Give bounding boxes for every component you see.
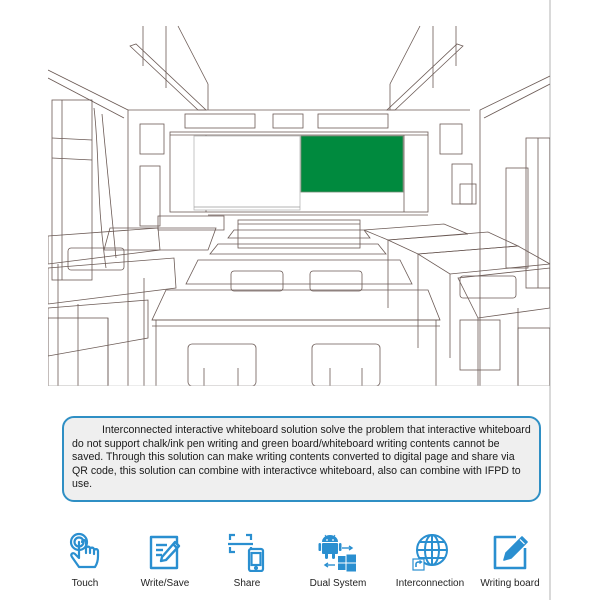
pencil-board-icon xyxy=(490,532,530,572)
features-row xyxy=(40,532,550,598)
feature-touch-label: Touch xyxy=(71,578,99,589)
globe-shortcut-icon xyxy=(410,532,450,572)
description-text: Interconnected interactive whiteboard solution solve the problem that interactive whiteboard do not support chalk/ink pen writing and green board/whiteboard writing contents cannot be saved. Through this solution can make writing contents converted to digital page and share via QR code, this solution can combine with interactivce whiteboard, also can combine with IFPD to use. xyxy=(72,424,531,491)
feature-share-label: Share xyxy=(233,578,261,589)
feature-writing-board-label: Writing board xyxy=(480,578,540,589)
feature-writing-board xyxy=(465,532,555,598)
description-box xyxy=(62,416,541,502)
feature-write-save xyxy=(120,532,210,598)
feature-interconnection-label: Interconnection xyxy=(395,578,465,589)
feature-dual-system xyxy=(293,532,383,598)
touch-hand-icon xyxy=(65,532,105,572)
write-save-icon xyxy=(145,532,185,572)
classroom-illustration xyxy=(48,18,550,386)
qr-scan-phone-icon xyxy=(227,532,267,572)
android-windows-icon xyxy=(318,532,358,572)
feature-touch xyxy=(40,532,130,598)
feature-write-save-label: Write/Save xyxy=(140,578,190,589)
feature-interconnection xyxy=(385,532,475,598)
feature-dual-system-label: Dual System xyxy=(309,578,367,589)
feature-share xyxy=(202,532,292,598)
